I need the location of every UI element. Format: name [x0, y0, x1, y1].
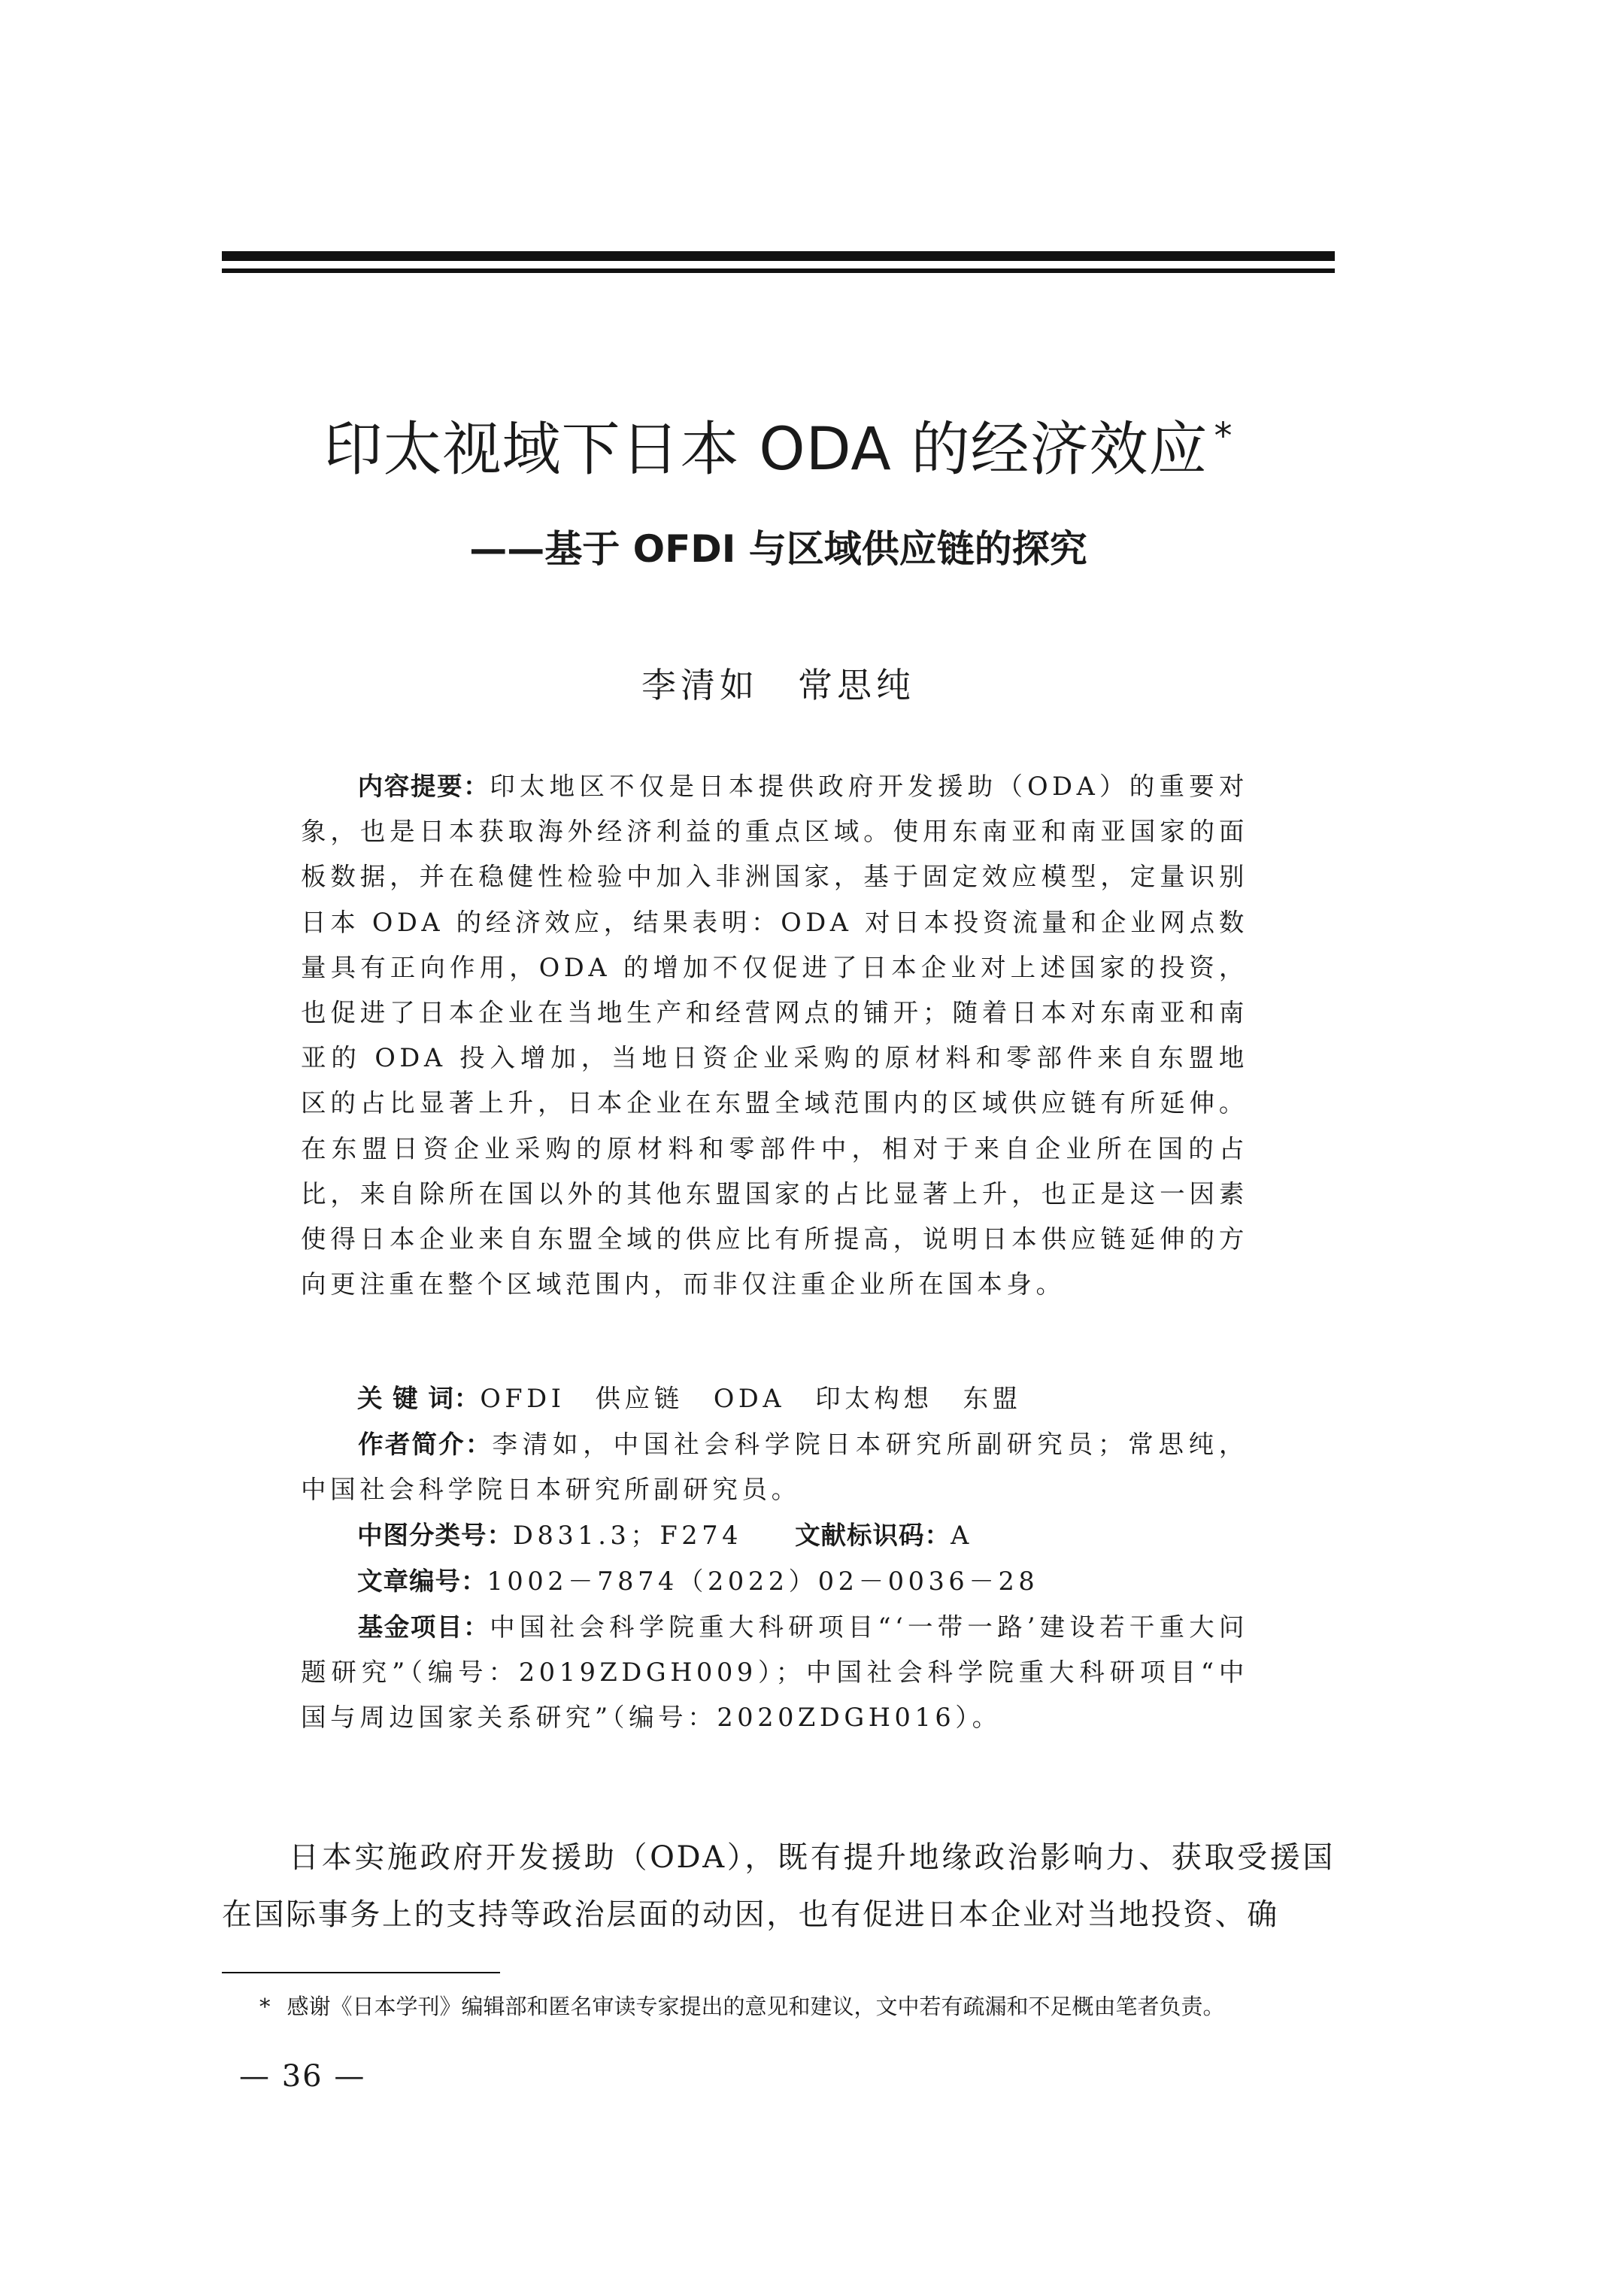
header-rule-thin	[222, 268, 1335, 273]
footnote-rule	[222, 1972, 500, 1973]
title-footnote-marker[interactable]: *	[1214, 415, 1233, 457]
doc-code-value: A	[951, 1521, 973, 1550]
funding-text: 中国社会科学院重大科研项目“‘一带一路’建设若干重大问题研究”（编号：2019ZDGH009）；中国社会科学院重大科研项目“中国与周边国家关系研究”（编号：2020ZDGH016）。	[301, 1612, 1249, 1733]
clc-label: 中图分类号：	[357, 1521, 513, 1550]
article-number	[301, 1559, 1248, 1604]
funding	[301, 1605, 1248, 1741]
authors: 李清如 常思纯	[641, 665, 915, 705]
abstract-label: 内容提要：	[357, 772, 490, 801]
keyword-item: 供应链	[595, 1384, 684, 1413]
keyword-item: OFDI	[480, 1384, 565, 1413]
abstract-text: 印太地区不仅是日本提供政府开发援助（ODA）的重要对象，也是日本获取海外经济利益的重点区域。使用东南亚和南亚国家的面板数据，并在稳健性检验中加入非洲国家，基于固定效应模型，定量识别日本 ODA 的经济效应，结果表明：ODA 对日本投资流量和企业网点数量具有正向作用，ODA 的增加不仅促进了日本企业对上述国家的投资，也促进了日本企业在当地生产和经营网点的铺开；随着日本对东南亚和南亚的 ODA 投入增加，当地日资企业采购的原材料和零部件来自东盟地区的占比显著上升，日本企业在东盟全域范围内的区域供应链有所延伸。在东盟日资企业采购的原材料和零部件中，相对于来自企业所在国的占比，来自除所在国以外的其他东盟国家的占比显著上升，也正是这一因素使得日本企业来自东盟全域的供应比有所提高，说明日本供应链延伸的方向更注重在整个区域范围内，而非仅注重企业所在国本身。	[301, 772, 1248, 1300]
clc-value: D831.3；F274	[513, 1521, 743, 1550]
article-number-label: 文章编号：	[357, 1567, 487, 1596]
keywords-label: 关 键 词：	[357, 1384, 481, 1413]
funding-label: 基金项目：	[357, 1612, 490, 1642]
article-number-value: 1002－7874（2022）02－0036－28	[487, 1567, 1039, 1596]
article-title-text: 印太视域下日本 ODA 的经济效应	[323, 416, 1208, 484]
footnote	[259, 1993, 1335, 2022]
keyword-item: 东盟	[963, 1384, 1022, 1413]
classification	[301, 1513, 1248, 1558]
header-rule-thick	[222, 251, 1335, 261]
body-paragraph	[222, 1829, 1335, 1943]
footnote-marker: *	[259, 1994, 271, 2019]
doc-code-label: 文献标识码：	[795, 1521, 951, 1550]
body-paragraph-text: 日本实施政府开发援助（ODA），既有提升地缘政治影响力、获取受援国在国际事务上的支持等政治层面的动因，也有促进日本企业对当地投资、确	[222, 1840, 1335, 1932]
abstract	[301, 764, 1248, 1307]
footnote-text: 感谢《日本学刊》编辑部和匿名审读专家提出的意见和建议，文中若有疏漏和不足概由笔者负责。	[287, 1994, 1225, 2019]
author-intro-label: 作者简介：	[357, 1430, 493, 1459]
article-title	[222, 415, 1335, 486]
keywords	[301, 1376, 1248, 1421]
page-number: — 36 —	[239, 2059, 366, 2094]
author-intro-text: 李清如，中国社会科学院日本研究所副研究员；常思纯，中国社会科学院日本研究所副研究员。	[301, 1430, 1248, 1505]
article-subtitle: ——基于 OFDI 与区域供应链的探究	[469, 527, 1087, 571]
keyword-item: 印太构想	[815, 1384, 933, 1413]
author-intro	[301, 1422, 1248, 1512]
keyword-item: ODA	[713, 1384, 786, 1413]
